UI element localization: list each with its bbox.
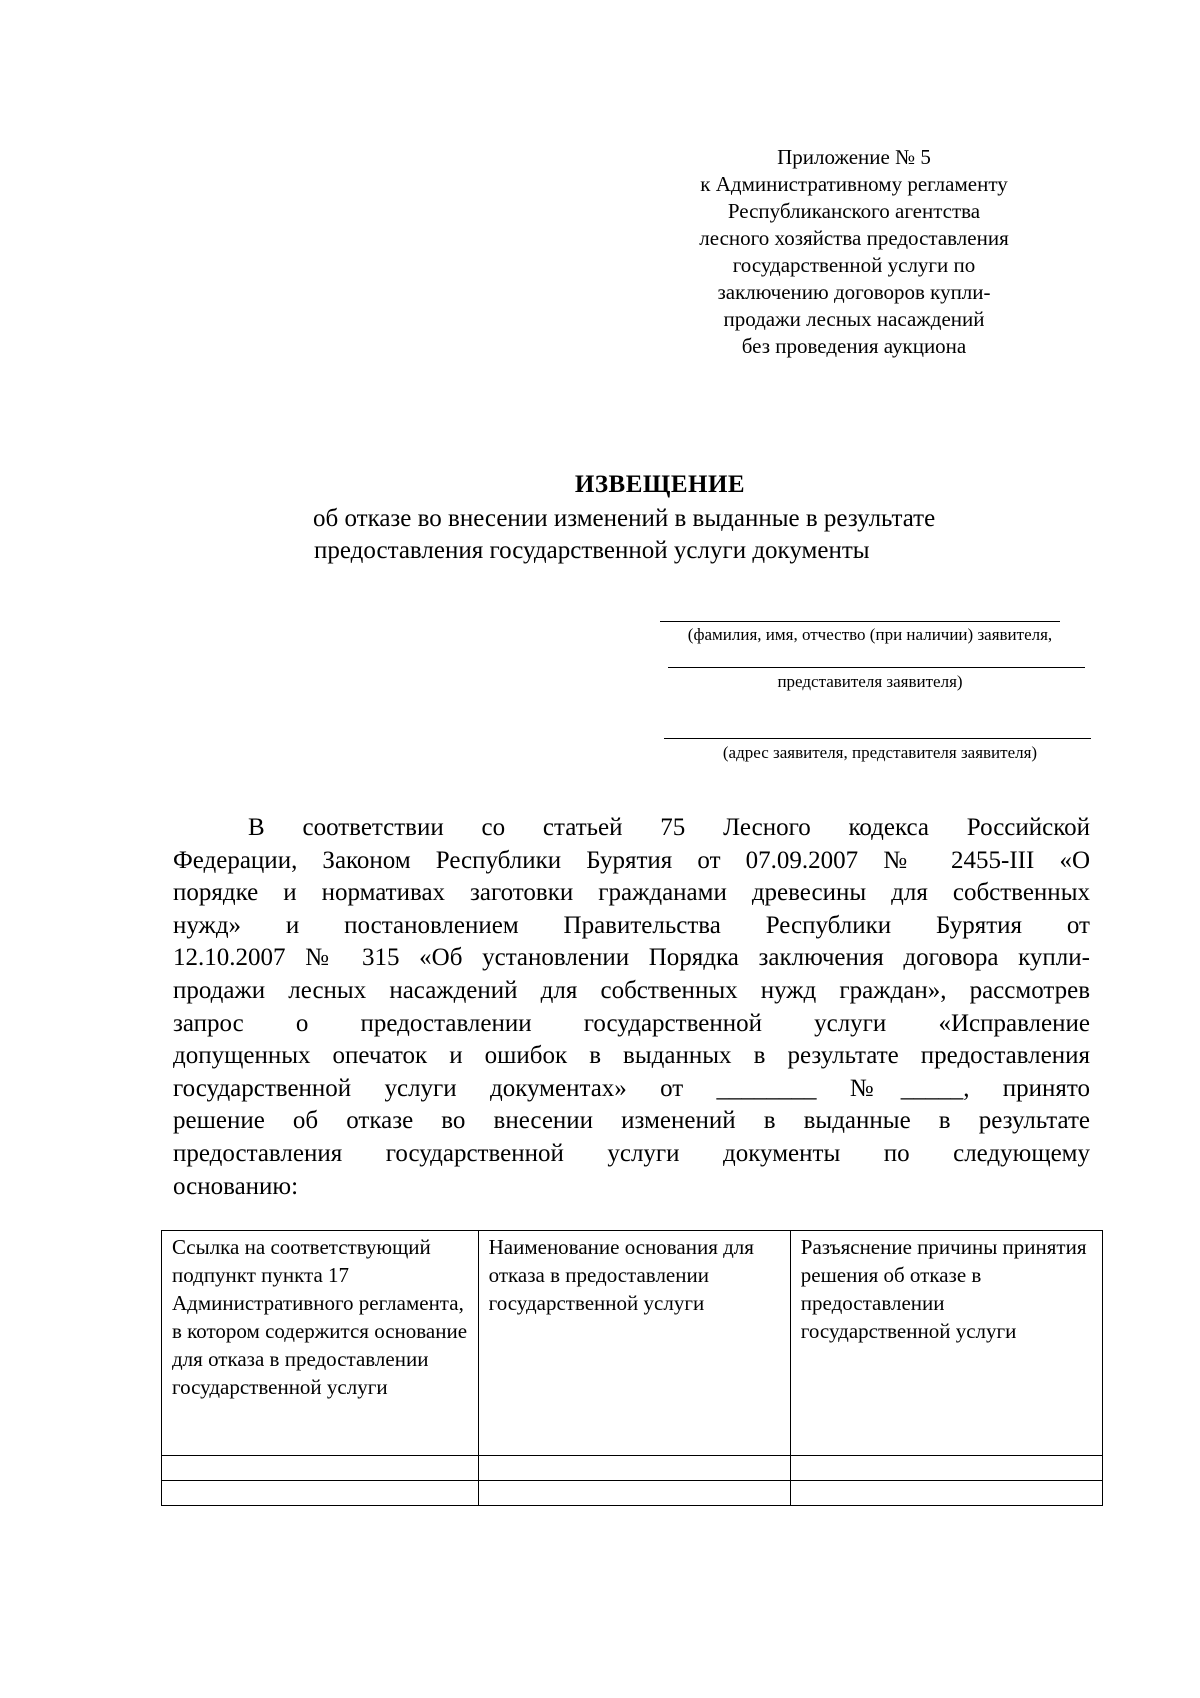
paragraph-line: В соответствии со статьей 75 Лесного кодекса Российской [248,814,1090,841]
paragraph-line: нужд» и постановлением Правительства Республики Бурятия от [173,911,1090,939]
table-cell [478,1456,790,1481]
paragraph-line: 12.10.2007 № 315 «Об установлении Порядка заключения договора купли- [173,944,1090,972]
paragraph-line: основанию: [173,1172,299,1200]
appendix-line: без проведения аукциона [741,334,967,358]
column-header-refusal-ground: Наименование основания для отказа в предоставлении государственной услуги [478,1231,790,1456]
table-cell [790,1456,1102,1481]
paragraph-line: запрос о предоставлении государственной услуги «Исправление [173,1009,1090,1037]
paragraph-line: решение об отказе во внесении изменений в выданные в результате [173,1107,1090,1135]
appendix-line: заключению договоров купли- [717,280,991,304]
applicant-address-line [664,738,1091,739]
table-cell [162,1481,479,1506]
table-cell [478,1481,790,1506]
appendix-line: государственной услуги по [732,253,976,277]
table-row [162,1481,1103,1506]
applicant-representative-line [668,667,1085,668]
appendix-block [664,144,1044,360]
notice-subtitle-line: предоставления государственной услуги документы [314,537,870,564]
column-header-subparagraph-reference: Ссылка на соответствующий подпункт пункта 17 Административного регламента, в котором содержится основание для отказа в предоставлении государственной услуги [162,1231,479,1456]
paragraph-line: государственной услуги документах» от ________ №_____, принято [173,1074,1090,1102]
table-cell [162,1456,479,1481]
paragraph-line: продажи лесных насаждений для собственных нужд граждан», рассмотрев [173,976,1090,1004]
appendix-line: лесного хозяйства предоставления [699,226,1009,250]
notice-subtitle [300,503,1040,567]
notice-subtitle-line: об отказе во внесении изменений в выданные в результате [313,505,936,532]
column-header-refusal-explanation: Разъяснение причины принятия решения об отказе в предоставлении государственной услуги [790,1231,1102,1456]
decision-paragraph [173,812,1090,1203]
appendix-line: Республиканского агентства [727,199,981,223]
applicant-representative-caption: представителя заявителя) [777,672,963,691]
applicant-address-caption: (адрес заявителя, представителя заявителя) [722,743,1038,762]
paragraph-line: порядке и нормативах заготовки гражданами древесины для собственных [173,879,1090,907]
table-cell [790,1481,1102,1506]
appendix-line: продажи лесных насаждений [723,307,985,331]
appendix-line: Приложение № 5 [777,145,931,169]
appendix-line: к Административному регламенту [700,172,1008,196]
table-row [162,1456,1103,1481]
table-header-row [162,1231,1103,1456]
applicant-name-caption: (фамилия, имя, отчество (при наличии) заявителя, [687,625,1053,644]
notice-title: ИЗВЕЩЕНИЕ [574,471,746,498]
applicant-name-line [660,621,1060,622]
paragraph-line: Федерации, Законом Республики Бурятия от 07.09.2007 № 2455-III «О [173,846,1090,874]
paragraph-line: предоставления государственной услуги документы по следующему [173,1139,1090,1167]
refusal-reasons-table [161,1230,1103,1506]
paragraph-line: допущенных опечаток и ошибок в выданных в результате предоставления [173,1042,1090,1070]
